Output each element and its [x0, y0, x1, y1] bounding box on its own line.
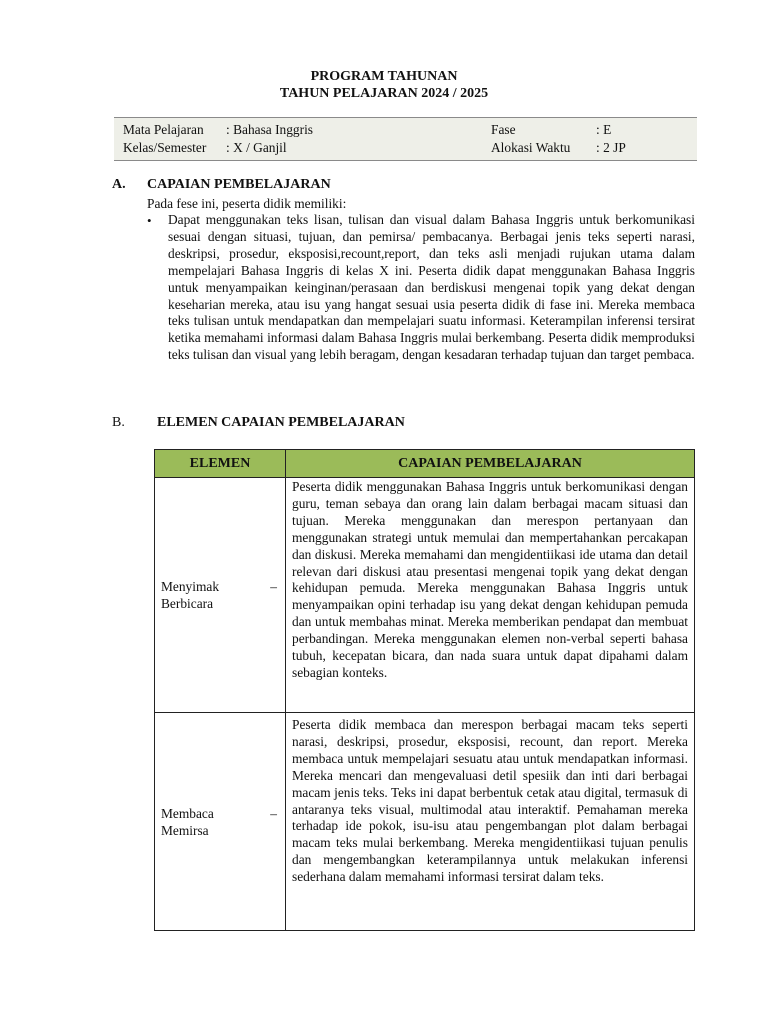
table-row [155, 713, 695, 931]
header-elemen: ELEMEN [155, 450, 286, 478]
header-capaian: CAPAIAN PEMBELAJARAN [286, 450, 695, 478]
subject-label: Mata Pelajaran [123, 122, 204, 137]
table-row [155, 478, 695, 713]
elements-table [154, 449, 695, 931]
phase-value: : E [596, 122, 612, 137]
info-box [114, 117, 697, 161]
table-header-row [155, 450, 695, 478]
bullet-dot-icon: • [147, 213, 152, 228]
element-dash: – [270, 579, 277, 594]
element-name-2: Memirsa [161, 822, 209, 838]
time-allocation-label: Alokasi Waktu [491, 140, 571, 155]
section-b-letter: B. [112, 415, 125, 430]
subject-value: : Bahasa Inggris [226, 122, 314, 137]
section-a-bullet: Dapat menggunakan teks lisan, tulisan dan visual dalam Bahasa Inggris untuk berkomunikasi sesuai dengan situasi, tujuan, dan pemirsa/ pembacanya. Berbagai jenis teks seperti narasi, deskripsi, prosedur, eksposisi,recount,report, dan teks asli menjadi rujukan utama dalam mempelajari Bahasa Inggris di kelas X ini. Peserta didik dapat menggunakan Bahasa Inggris untuk menyampaikan keinginan/perasaan dan berdiskusi mengenai topik yang dekat dengan keseharian mereka, atau isu yang hangat sesuai usia peserta didik di fase ini. Mereka membaca teks tulisan untuk mendapatkan dan mempelajari suatu informasi. Keterampilan inferensi tersirat ketika memahami informasi dalam Bahasa Inggris mulai berkembang. Peserta didik memproduksi teks tulisan dan visual yang lebih beragam, dengan kesadaran terhadap tujuan dan target pembaca. [168, 212, 695, 363]
class-semester-value: : X / Ganjil [226, 140, 287, 155]
element-cell [155, 713, 286, 931]
element-cell [155, 478, 286, 713]
phase-label: Fase [491, 122, 516, 137]
element-name-2: Berbicara [161, 596, 214, 611]
section-a-heading: CAPAIAN PEMBELAJARAN [147, 177, 331, 192]
achievement-cell: Peserta didik menggunakan Bahasa Inggris untuk berkomunikasi dengan guru, teman sebaya dan orang lain dalam berbagai macam situasi dan tujuan. Mereka menggunakan dan merespon pertanyaan dan menggunakan strategi untuk memulai dan mempertahankan percakapan dan diskusi. Mereka memahami dan mengidentiikasi ide utama dan detail relevan dari diskusi atau presentasi mengenai topik yang dekat dengan kehidupan pemuda. Mereka menggunakan Bahasa Inggris untuk menyampaikan opini terhadap isu yang dekat dengan kehidupan pemuda dan untuk membahas minat. Mereka memberikan pendapat dan membuat perbandingan. Mereka menggunakan elemen non-verbal seperti bahasa tubuh, kecepatan bicara, dan nada suara untuk dapat dipahami dalam sebagian konteks. [286, 478, 695, 713]
element-name: Membaca [161, 805, 214, 821]
section-a-intro: Pada fese ini, peserta didik memiliki: [147, 196, 347, 211]
time-allocation-value: : 2 JP [596, 140, 626, 155]
section-b-heading: ELEMEN CAPAIAN PEMBELAJARAN [157, 415, 405, 430]
element-dash: – [270, 805, 277, 821]
section-a-letter: A. [112, 177, 126, 192]
document-title: PROGRAM TAHUNAN [310, 69, 458, 84]
element-name: Menyimak [161, 579, 220, 594]
achievement-cell: Peserta didik membaca dan merespon berbagai macam teks seperti narasi, deskripsi, prosedur, eksposisi, recount, dan report. Mereka membaca untuk mempelajari sesuatu atau untuk mendapatkan informasi. Mereka mencari dan mengevaluasi detil spesiik dan inti dari berbagai macam jenis teks. Teks ini dapat berbentuk cetak atau digital, termasuk di antaranya teks visual, multimodal atau interaktif. Pemahaman mereka terhadap ide pokok, isu-isu atau pengembangan plot dalam berbagai macam teks mulai berkembang. Mereka mengidentiikasi tujuan penulis dan mengembangkan keterampilannya untuk melakukan inferensi sederhana dalam memahami informasi tersirat dalam teks. [286, 713, 695, 931]
academic-year: TAHUN PELAJARAN 2024 / 2025 [279, 86, 489, 101]
class-semester-label: Kelas/Semester [123, 140, 207, 155]
